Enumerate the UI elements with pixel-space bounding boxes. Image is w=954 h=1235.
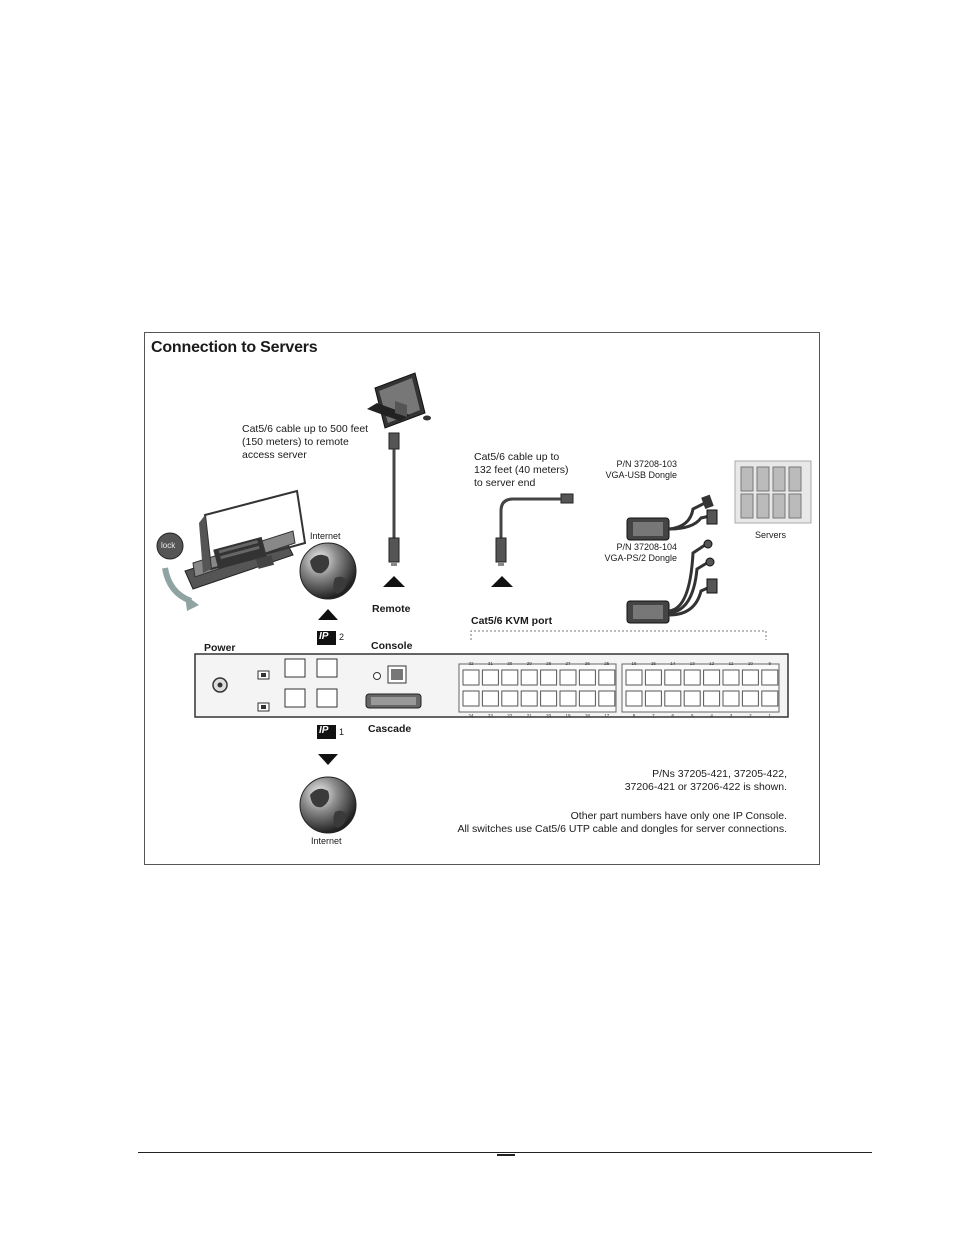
kvm-port-15 xyxy=(645,670,661,685)
console-label: Console xyxy=(371,640,413,652)
kvm-port-number-30: 30 xyxy=(507,661,513,666)
kvm-port-19 xyxy=(560,691,576,706)
kvm-port-7 xyxy=(645,691,661,706)
kvm-port-number-10: 10 xyxy=(747,661,753,666)
kvm-port-number-13: 13 xyxy=(689,661,695,666)
kvm-port-32 xyxy=(463,670,479,685)
server-arrow-icon xyxy=(491,576,513,587)
part-number-note: P/Ns 37205-421, 37205-422, 37206-421 or 37206-422 is shown. xyxy=(624,768,787,793)
internet-bottom-label: Internet xyxy=(311,836,342,846)
kvm-port-number-27: 27 xyxy=(565,661,571,666)
other-part-note: Other part numbers have only one IP Console. All switches use Cat5/6 UTP cable and dongles for server connections. xyxy=(457,810,787,835)
kvm-port-27 xyxy=(560,670,576,685)
diagram-frame xyxy=(144,332,820,865)
vga-usb-dongle-icon xyxy=(627,495,717,540)
remote-cable-note: Cat5/6 cable up to 500 feet (150 meters) to remote access server xyxy=(242,423,369,461)
remote-label: Remote xyxy=(372,603,411,615)
kvm-port-8 xyxy=(626,691,642,706)
footer-rule xyxy=(138,1152,872,1153)
kvm-port-13 xyxy=(684,670,700,685)
kvm-port-number-32: 32 xyxy=(468,661,474,666)
kvm-port-26 xyxy=(579,670,595,685)
kvm-port-24 xyxy=(463,691,479,706)
kvm-port-number-29: 29 xyxy=(526,661,532,666)
kvm-port-number-17: 17 xyxy=(604,713,610,718)
kvm-port-29 xyxy=(521,670,537,685)
kvm-port-number-24: 24 xyxy=(468,713,474,718)
kvm-port-number-3: 3 xyxy=(729,713,733,718)
kvm-port-number-2: 2 xyxy=(749,713,752,718)
kvm-port-10 xyxy=(742,670,758,685)
footer-page-mark xyxy=(497,1154,515,1156)
kvm-port-28 xyxy=(541,670,557,685)
kvm-port-9 xyxy=(762,670,778,685)
kvm-port-number-18: 18 xyxy=(584,713,590,718)
ip-badge-bottom-text: IP xyxy=(319,725,329,736)
kvm-port-number-23: 23 xyxy=(487,713,493,718)
internet-top-label: Internet xyxy=(310,531,341,541)
kvm-port-number-31: 31 xyxy=(487,661,493,666)
kvm-port-number-11: 11 xyxy=(728,661,734,666)
power-label: Power xyxy=(204,642,236,654)
kvm-port-bracket xyxy=(471,631,766,640)
remote-cable-icon xyxy=(389,433,399,566)
kvm-port-30 xyxy=(502,670,518,685)
kvm-port-11 xyxy=(723,670,739,685)
kvm-port-20 xyxy=(541,691,557,706)
kvm-port-number-9: 9 xyxy=(768,661,772,666)
kvm-port-1 xyxy=(762,691,778,706)
kvm-port-22 xyxy=(502,691,518,706)
kvm-port-23 xyxy=(482,691,498,706)
cascade-label: Cascade xyxy=(368,723,412,735)
kvm-port-number-12: 12 xyxy=(709,661,715,666)
kvm-port-number-5: 5 xyxy=(690,713,694,718)
dongle-usb-label: P/N 37208-103 VGA-USB Dongle xyxy=(605,459,677,480)
server-cable-icon xyxy=(496,494,573,566)
kvm-port-number-25: 25 xyxy=(604,661,610,666)
dongle-ps2-label: P/N 37208-104 VGA-PS/2 Dongle xyxy=(604,542,677,563)
rackmount-console-icon xyxy=(157,491,305,611)
kvm-port-number-15: 15 xyxy=(650,661,656,666)
lock-label: lock xyxy=(161,541,176,550)
kvm-port-number-28: 28 xyxy=(546,661,552,666)
kvm-port-14 xyxy=(665,670,681,685)
ip-number-top: 2 xyxy=(339,632,345,642)
kvm-port-number-16: 16 xyxy=(631,661,637,666)
ip-badge-top-text: IP xyxy=(319,631,329,642)
ip-down-arrow-icon xyxy=(318,754,338,765)
kvm-port-number-20: 20 xyxy=(546,713,552,718)
internet-globe-top-icon xyxy=(300,543,356,599)
kvm-port-number-26: 26 xyxy=(584,661,590,666)
kvm-port-number-19: 19 xyxy=(565,713,571,718)
kvm-port-number-4: 4 xyxy=(710,713,713,718)
kvm-port-number-21: 21 xyxy=(526,713,532,718)
kvm-port-number-22: 22 xyxy=(507,713,513,718)
kvm-port-4 xyxy=(704,691,720,706)
kvm-port-number-1: 1 xyxy=(768,713,772,718)
remote-computer-icon xyxy=(367,373,431,428)
kvm-port-12 xyxy=(704,670,720,685)
kvm-port-number-7: 7 xyxy=(652,713,655,718)
remote-arrow-icon xyxy=(383,576,405,587)
server-cable-note: Cat5/6 cable up to 132 feet (40 meters) to server end xyxy=(474,451,569,489)
kvm-port-number-6: 6 xyxy=(671,713,675,718)
kvm-port-5 xyxy=(684,691,700,706)
kvm-port-17 xyxy=(599,691,615,706)
kvm-port-label: Cat5/6 KVM port xyxy=(471,615,553,627)
diagram-title: Connection to Servers xyxy=(151,339,318,356)
kvm-port-6 xyxy=(665,691,681,706)
ip-number-bottom: 1 xyxy=(339,727,345,737)
servers-label: Servers xyxy=(755,530,787,540)
kvm-port-25 xyxy=(599,670,615,685)
kvm-port-3 xyxy=(723,691,739,706)
kvm-port-18 xyxy=(579,691,595,706)
ip-up-arrow-icon xyxy=(318,609,338,620)
kvm-port-21 xyxy=(521,691,537,706)
kvm-port-31 xyxy=(482,670,498,685)
kvm-port-16 xyxy=(626,670,642,685)
kvm-port-number-14: 14 xyxy=(670,661,676,666)
internet-globe-bottom-icon xyxy=(300,777,356,833)
servers-icon xyxy=(735,461,811,523)
kvm-port-2 xyxy=(742,691,758,706)
kvm-port-number-8: 8 xyxy=(632,713,636,718)
